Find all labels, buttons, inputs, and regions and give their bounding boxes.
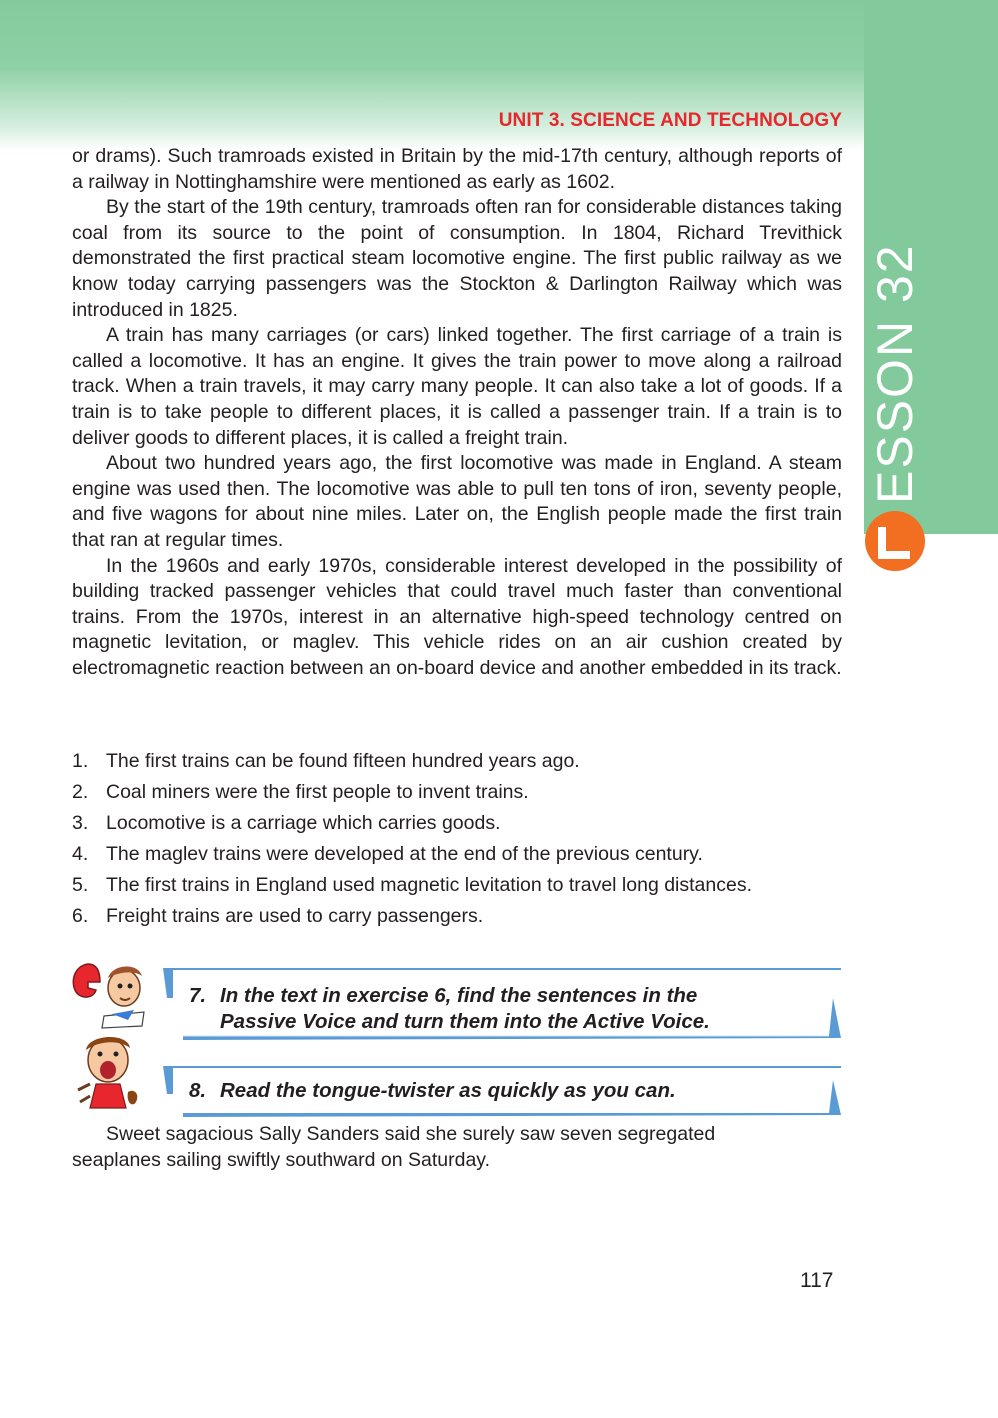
- item-text: Locomotive is a carriage which carries goods.: [106, 812, 501, 835]
- lesson-letter: [872, 521, 912, 561]
- task-instruction: In the text in exercise 6, find the sentences in the: [220, 984, 698, 1007]
- unit-title: UNIT 3. SCIENCE AND TECHNOLOGY: [498, 110, 842, 131]
- paragraph: By the start of the 19th century, tramroads often ran for considerable distances taking coal from its source to the point of consumption. In 1804, Richard Trevithick demonstrated the first practical steam locomotive engine. The first public railway as we know today carrying passengers was the Stockton & Darlington Railway which was introduced in 1825.: [72, 196, 842, 321]
- item-text: The first trains in England used magnetic levitation to travel long distances.: [106, 874, 753, 897]
- task-number: 7.: [189, 984, 207, 1007]
- paragraph: or drams). Such tramroads existed in Britain by the mid-17th century, although reports of a railway in Nottinghamshire were mentioned as early as 1602.: [72, 145, 842, 193]
- paragraph: A train has many carriages (or cars) linked together. The first carriage of a train is called a locomotive. It has an engine. It gives the train power to move along a railroad track. When a train travels, it may carry many people. It can also take a lot of goods. If a train is to take people to different places, it is called a passenger train. If a train is to deliver goods to different places, it is called a freight train.: [72, 324, 842, 449]
- reading-text: [72, 144, 842, 681]
- item-number: 4.: [72, 843, 89, 866]
- list-item: [72, 904, 842, 930]
- item-text: The first trains can be found fifteen hundred years ago.: [106, 750, 580, 772]
- list-item: [72, 842, 842, 868]
- item-number: 5.: [72, 874, 89, 897]
- writing-character-icon: [68, 960, 148, 1032]
- tongue-twister: [72, 1122, 842, 1173]
- list-item: [72, 749, 842, 775]
- item-number: 6.: [72, 905, 89, 928]
- task-7: [163, 968, 841, 1040]
- item-text: Freight trains are used to carry passengers.: [106, 905, 484, 928]
- tongue-twister-text: Sweet sagacious Sally Sanders said she surely saw seven segregated seaplanes sailing swiftly southward on Saturday.: [72, 1123, 716, 1171]
- task-8: [163, 1066, 841, 1118]
- item-number: 2.: [72, 781, 89, 804]
- item-text: Coal miners were the first people to invent trains.: [106, 781, 529, 804]
- paragraph: About two hundred years ago, the first locomotive was made in England. A steam engine was used then. The locomotive was able to pull ten tons of iron, seventy people, and five wagons for about nine miles. Later on, the English people made the first train that ran at regular times.: [72, 452, 842, 551]
- task-instruction: Read the tongue-twister as quickly as you can.: [220, 1079, 676, 1102]
- list-item: [72, 780, 842, 806]
- paragraph: In the 1960s and early 1970s, considerable interest developed in the possibility of building tracked passenger vehicles that could travel much faster than conventional trains. From the 1970s, interest in an alternative high-speed technology centred on magnetic levitation, or maglev. This vehicle rides on an air cushion created by electromagnetic reaction between an on-board device and another embedded in its track.: [72, 554, 842, 679]
- item-text: The maglev trains were developed at the end of the previous century.: [106, 843, 703, 866]
- shouting-character-icon: [70, 1032, 150, 1116]
- lesson-number: ESSON 32: [867, 243, 923, 504]
- statement-list: [72, 749, 842, 936]
- task-number: 8.: [189, 1079, 207, 1102]
- page-number: 117: [800, 1269, 834, 1292]
- list-item: [72, 811, 842, 837]
- item-number: 3.: [72, 812, 89, 835]
- task-instruction: Passive Voice and turn them into the Active Voice.: [220, 1010, 710, 1033]
- item-number: 1.: [72, 750, 89, 772]
- list-item: [72, 873, 842, 899]
